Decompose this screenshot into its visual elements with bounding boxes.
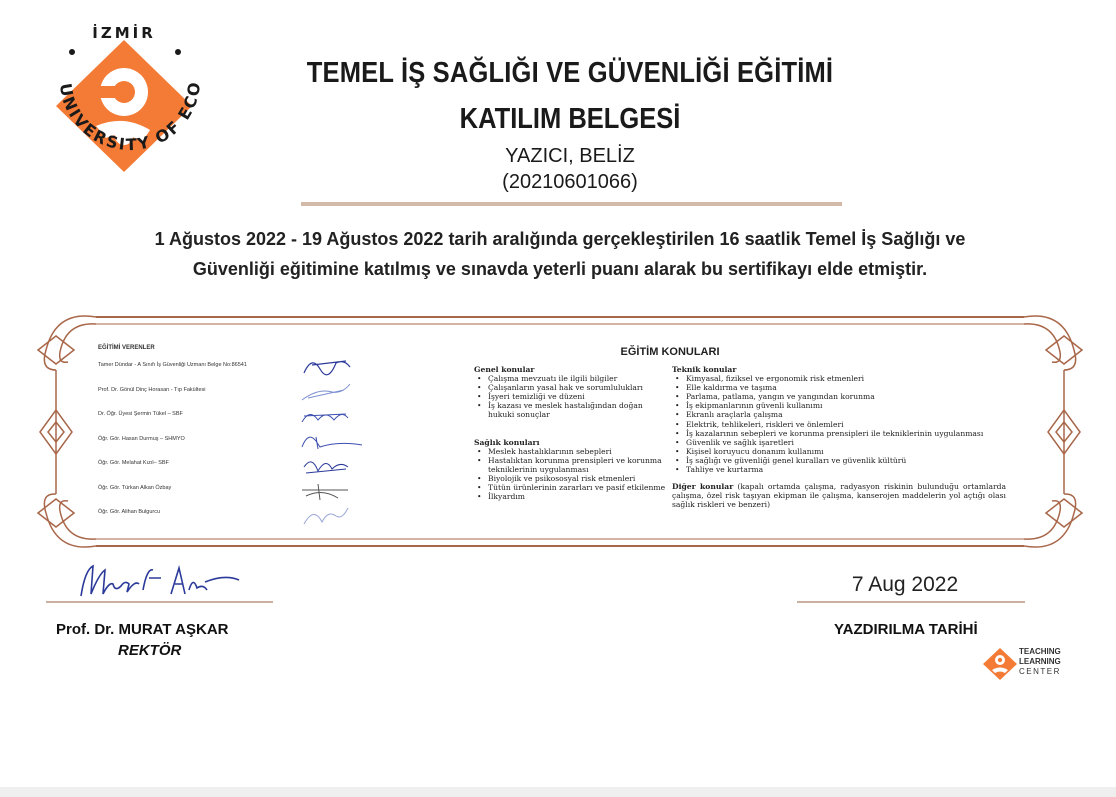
list-item: • İş kazalarının sebepleri ve korunma prensipleri ile tekniklerinin uygulanması [686,429,1006,438]
instructor-signature [298,500,358,528]
signature-line-right [797,601,1025,603]
technical-topics-heading: Teknik konular [672,365,737,374]
list-item: • İşyeri temizliği ve düzeni [488,392,670,401]
list-item: • Elle kaldırma ve taşıma [686,383,1006,392]
instructors-section [98,345,458,527]
instructor-name: Öğr. Gör. Alihan Bulgurcu [98,509,161,515]
signature-line-left [46,601,273,603]
print-date-label: YAZDIRILMA TARİHİ [834,621,978,638]
list-item: • Elektrik, tehlikeleri, riskleri ve önlemleri [686,420,1006,429]
logo-ring-text: UNIVERSITY OF ECO [55,79,205,155]
topics-column-right [672,365,1006,509]
instructor-name: Tamer Dündar - A Sınıfı İş Güvenliği Uzmanı Belge No:86541 [98,362,247,368]
instructor-name: Öğr. Gör. Türkan Alkan Özbay [98,484,172,491]
topics-column-left [474,365,670,501]
list-item: • İş sağlığı ve güvenliği genel kuralları ve güvenlik kültürü [686,456,1006,465]
instructor-name: Dr. Öğr. Üyesi Şermin Tükel – SBF [98,411,183,417]
list-item: • Çalışma mevzuatı ile ilgili bilgiler [488,374,670,383]
list-item: • Hastalıktan korunma prensipleri ve korunma tekniklerinin uygulanması [488,456,670,474]
instructor-row [98,380,458,405]
tlc-line-1: TEACHING [1019,647,1061,656]
instructor-row [98,355,458,380]
health-topics-heading: Sağlık konuları [474,437,540,447]
description-line-1: 1 Ağustos 2022 - 19 Ağustos 2022 tarih aralığında gerçekleştirilen 16 saatlik Temel İş Sağlığı ve [154,229,966,249]
list-item: • Ekranlı araçlarla çalışma [686,410,1006,419]
list-item: • Çalışanların yasal hak ve sorumlulukları [488,383,670,392]
instructor-row [98,502,458,527]
list-item: • Parlama, patlama, yangın ve yangından korunma [686,392,1006,401]
other-topics-heading: Diğer konular [672,482,734,492]
list-item: • Biyolojik ve psikososyal risk etmenleri [488,474,670,483]
tlc-logo-text [1019,647,1061,677]
list-item: • Tütün ürünlerinin zararları ve pasif etkilenme [488,483,670,492]
recipient-name: YAZICI, BELİZ [505,145,635,167]
list-item: • İş kazası ve meslek hastalığından doğan hukuki sonuçlar [488,401,670,419]
tlc-logo-icon [983,648,1017,685]
rector-signature [75,560,245,607]
instructor-name: Öğr. Gör. Melahat Kızıl– SBF [98,460,169,466]
list-item: • Tahliye ve kurtarma [686,465,1006,474]
logo-top-text: İZMİR [92,24,156,42]
instructors-heading: EĞİTİMİ VERENLER [98,345,155,351]
instructor-name: Öğr. Gör. Hasan Durmuş – SHMYO [98,435,185,442]
other-topics-text: (kapalı ortamda çalışma, radyasyon riskinin bulunduğu ortamlarda çalışma, özel risk taşıyan ekipman ile çalışma, kanserojen maddelerin yol açtığı olası sağlık riskleri ve benzeri) [672,482,1006,510]
instructor-name: Prof. Dr. Gönül Dinç Horasan - Tıp Fakültesi [98,386,206,393]
general-topics-heading: Genel konular [474,365,535,374]
rector-name: Prof. Dr. MURAT AŞKAR [56,621,229,638]
certificate-title: TEMEL İŞ SAĞLIĞI VE GÜVENLİĞİ EĞİTİMİ [306,57,834,89]
certificate-subtitle: KATILIM BELGESİ [459,103,681,135]
list-item: • Kimyasal, fiziksel ve ergonomik risk etmenleri [686,374,1006,383]
description-line-2: Güvenliği eğitimine katılmış ve sınavda yeterli puanı alarak bu sertifikayı elde etmiştir. [192,259,928,279]
rector-title: REKTÖR [118,642,182,659]
print-date: 7 Aug 2022 [851,573,959,596]
certificate-description [100,224,1020,284]
tlc-line-3: CENTER [1019,667,1061,676]
title-divider [301,202,842,206]
list-item: • Güvenlik ve sağlık işaretleri [686,438,1006,447]
list-item: • İş ekipmanlarının güvenli kullanımı [686,401,1006,410]
student-id: (20210601066) [502,171,638,193]
instructor-row [98,404,458,429]
other-topics [672,482,1006,509]
instructor-row [98,453,458,478]
tlc-line-2: LEARNING [1019,657,1061,666]
instructor-row [98,478,458,503]
list-item: • İlkyardım [488,492,670,501]
topics-title: EĞİTİM KONULARI [620,346,720,358]
bottom-bar [0,787,1116,797]
list-item: • Meslek hastalıklarının sebepleri [488,447,670,456]
instructor-row [98,429,458,454]
list-item: • Kişisel koruyucu donanım kullanımı [686,447,1006,456]
